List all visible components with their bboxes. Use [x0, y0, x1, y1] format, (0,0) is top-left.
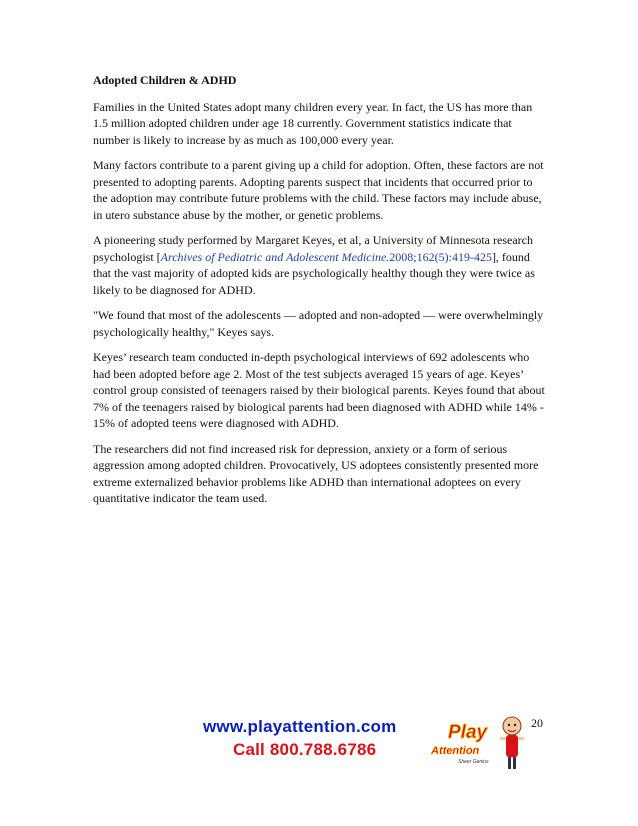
paragraph-findings: The researchers did not find increased risk for depression, anxiety or a form of serious aggression among adopted children. Provocatively, US adoptees consistently presented more extreme externalized behavior problems like ADHD than international adoptees on every quantitative indicator the team used. — [93, 441, 539, 505]
svg-text:Sheer Genius: Sheer Genius — [458, 759, 489, 765]
section-heading: Adopted Children & ADHD — [93, 73, 237, 87]
paragraph-adoption-factors: Many factors contribute to a parent giving up a child for adoption. Often, these factors are not presented to adopting parents. Adopting parents suspect that incidents that occurred prior to the adoption may contribute future problems with the child. These factors may include abuse, in utero substance abuse by the mother, or genetic problems. — [93, 158, 544, 222]
paragraph-keyes-quote: "We found that most of the adolescents — adopted and non-adopted — were overwhelmingly psychologically healthy," Keyes says. — [93, 308, 544, 339]
citation-link[interactable] — [161, 250, 492, 264]
study-text-after: ], found that the vast majority of adopted kids are psychologically healthy though they were twice as likely to be diagnosed for ADHD. — [93, 249, 535, 297]
study-text-before: A pioneering study performed by Margaret Keyes, et al, a University of Minnesota research psychologist [ — [93, 233, 533, 264]
citation-reference: 2008;162(5):419-425 — [389, 249, 492, 264]
paragraph-adoption-stats: Families in the United States adopt many children every year. In fact, the US has more than 1.5 million adopted children under age 18 currently. Government statistics indicate that number is likely to increase by as much as 100,000 every year. — [93, 99, 533, 147]
phone-number: Call 800.788.6786 — [233, 740, 377, 759]
document-body — [93, 72, 545, 516]
paragraph-study — [93, 232, 545, 298]
logo-wordmark — [430, 722, 489, 765]
citation-journal: Archives of Pediatric and Adolescent Medicine. — [160, 249, 390, 264]
logo-mascot — [500, 717, 524, 769]
paragraph-research-details: Keyes’ research team conducted in-depth psychological interviews of 692 adolescents who had been adopted before age 2. Most of the test subjects averaged 15 years of age. Keyes’ control group consisted of teenagers raised by their biological parents. Keyes found that about 7% of the teenagers raised by biological parents had been diagnosed with ADHD while 14% - 15% of adopted teens were diagnosed with ADHD. — [93, 350, 545, 430]
play-attention-logo — [428, 712, 528, 774]
website-link[interactable]: www.playattention.com — [203, 717, 397, 736]
svg-text:Play: Play — [448, 722, 488, 743]
page-number: 20 — [531, 716, 543, 730]
svg-text:Attention: Attention — [431, 745, 480, 757]
